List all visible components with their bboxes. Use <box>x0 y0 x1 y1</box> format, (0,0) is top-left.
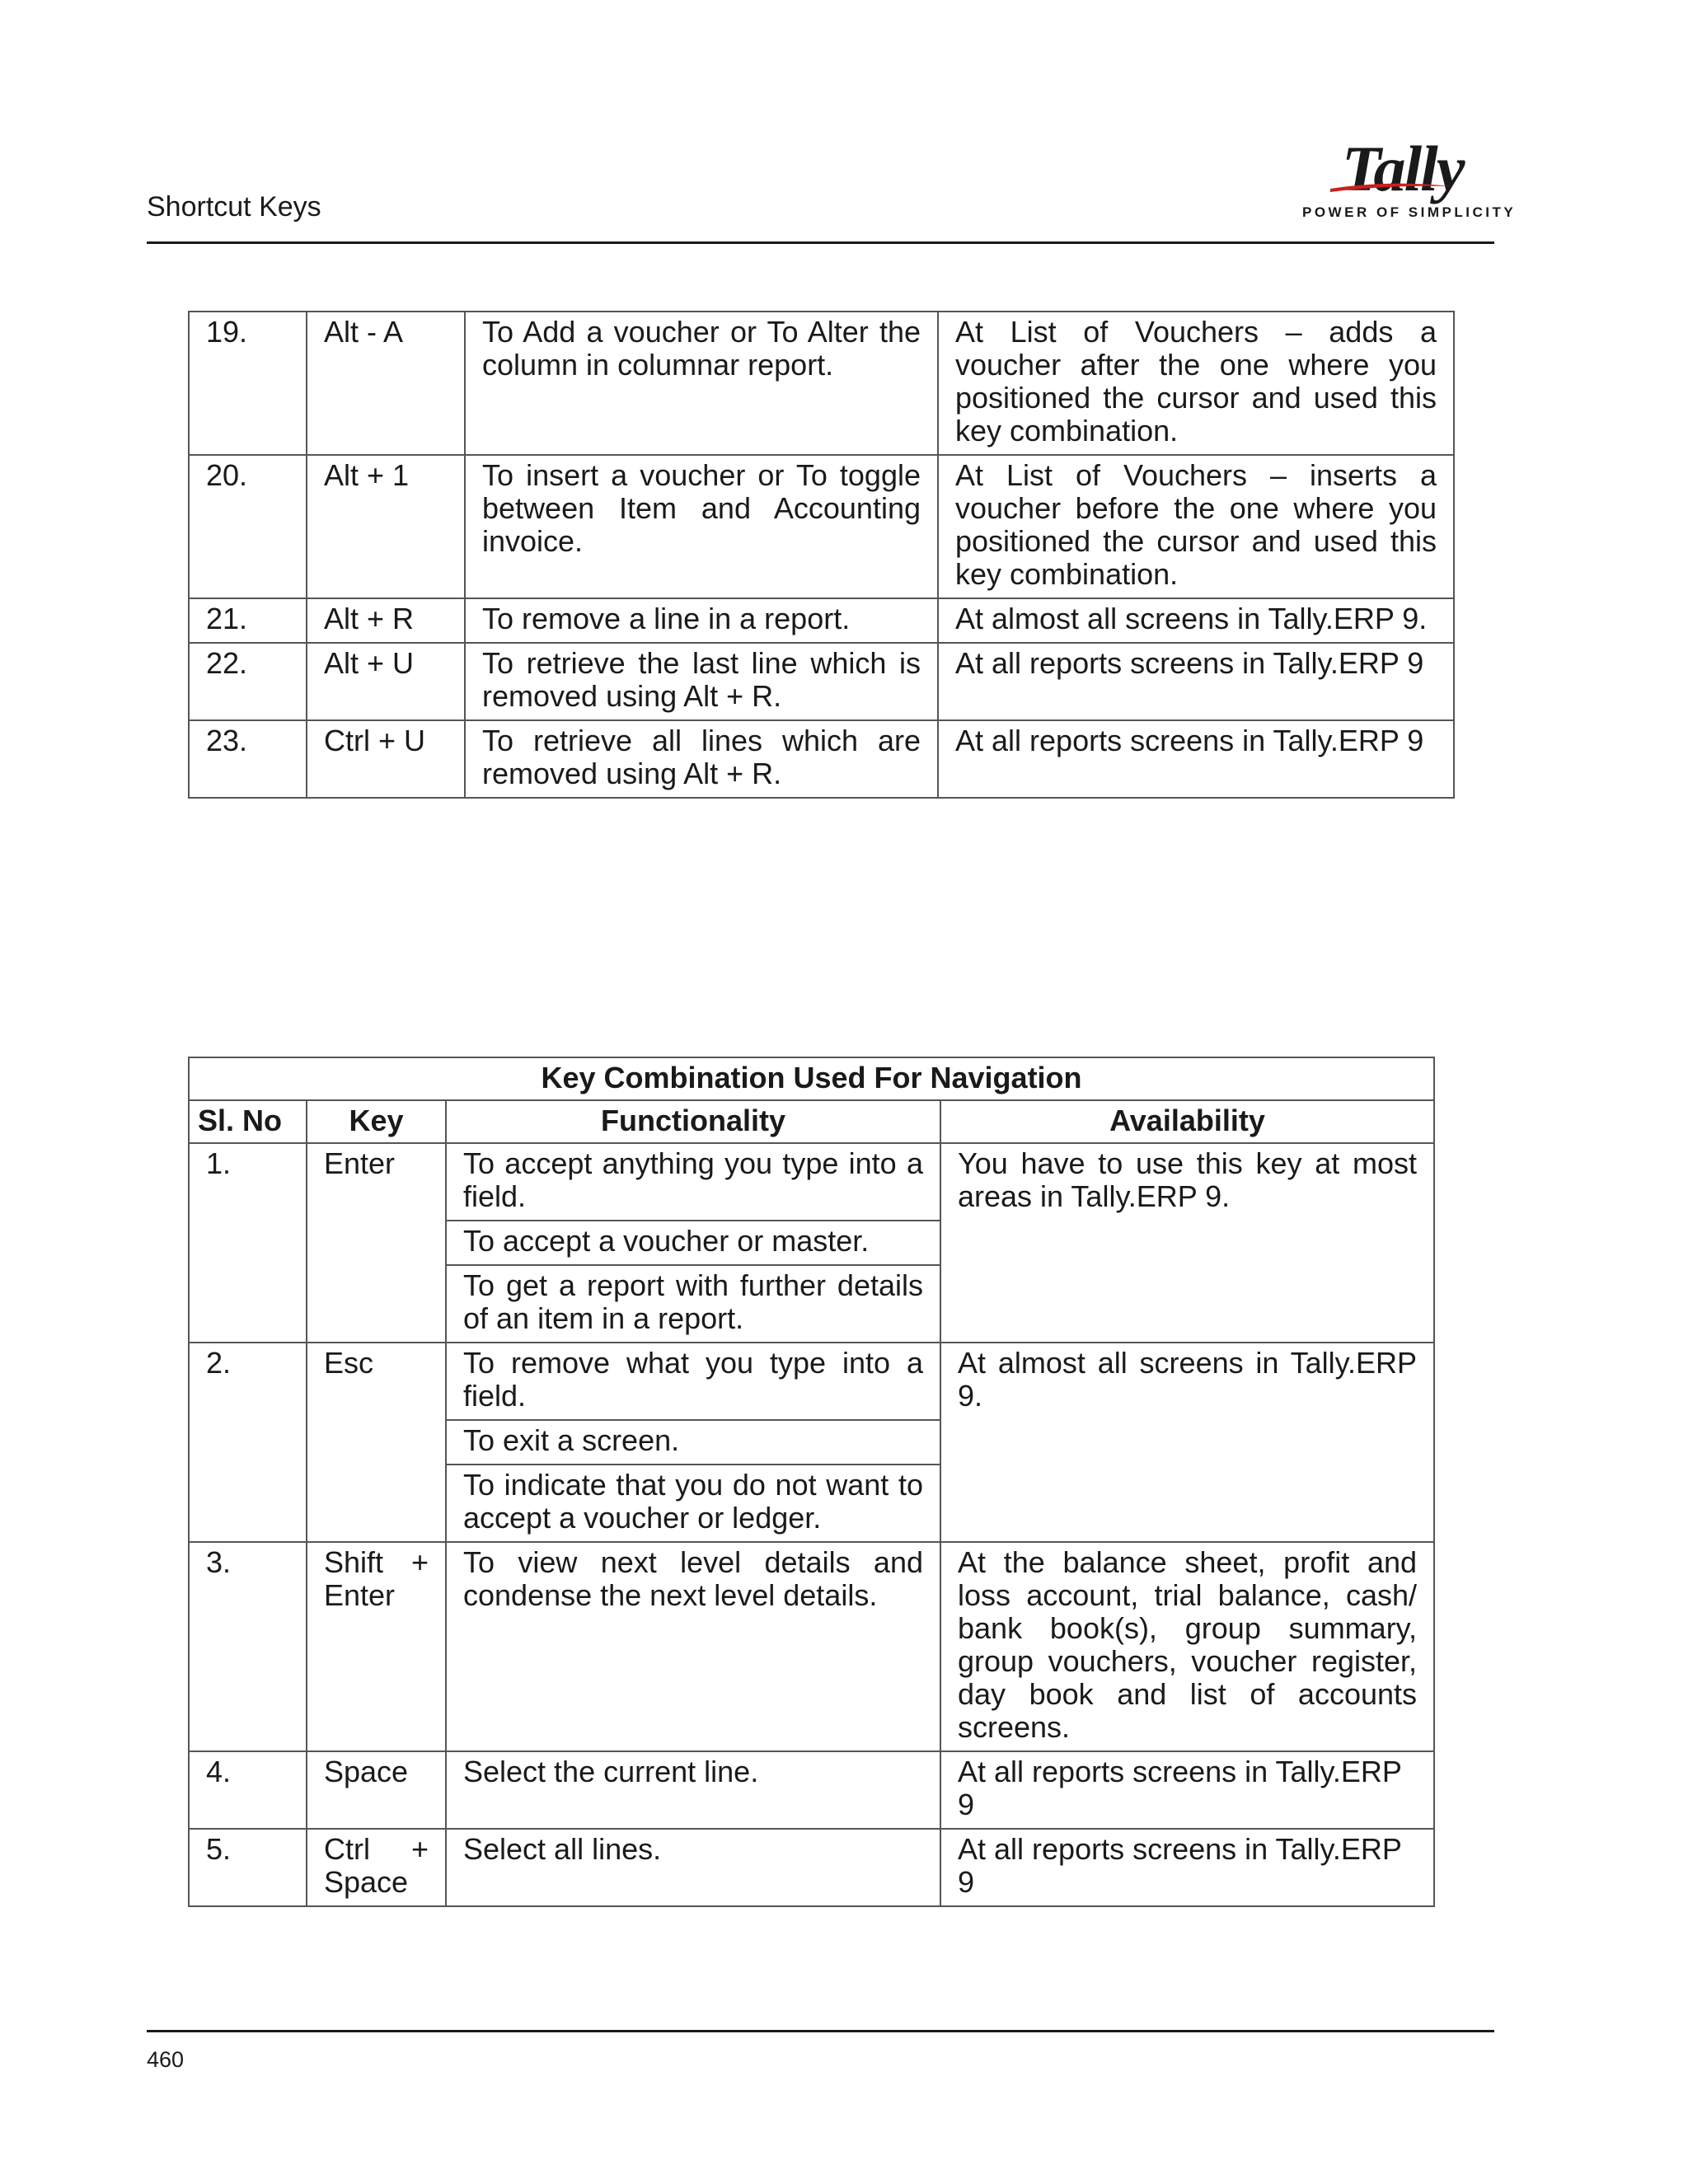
column-header-sl-no: Sl. No <box>189 1100 307 1143</box>
table-row <box>189 1829 1434 1906</box>
availability-cell: At all reports screens in Tally.ERP 9 <box>940 1751 1434 1829</box>
functionality-cell <box>446 1143 940 1343</box>
availability-cell: At almost all screens in Tally.ERP 9. <box>938 598 1454 643</box>
table-row <box>189 720 1454 798</box>
functionality-item: To accept a voucher or master. <box>447 1221 940 1266</box>
availability-cell: At all reports screens in Tally.ERP 9 <box>938 720 1454 798</box>
header-rule <box>147 241 1494 244</box>
tally-logo <box>1294 132 1517 223</box>
functionality-cell <box>446 1343 940 1542</box>
functionality-item: To remove what you type into a field. <box>447 1343 940 1421</box>
logo-wordmark: Tally <box>1342 133 1464 204</box>
functionality-item: To indicate that you do not want to accept a voucher or ledger. <box>463 1468 923 1535</box>
sl-cell: 1. <box>189 1143 307 1343</box>
table-row <box>189 455 1454 598</box>
key-cell: Ctrl + Space <box>307 1829 446 1906</box>
functionality-item: To exit a screen. <box>447 1421 940 1465</box>
sl-cell: 20. <box>189 455 307 598</box>
logo-tagline: POWER OF SIMPLICITY <box>1302 204 1517 220</box>
availability-cell: At almost all screens in Tally.ERP 9. <box>940 1343 1434 1542</box>
navigation-key-table <box>188 1057 1435 1907</box>
sl-cell: 21. <box>189 598 307 643</box>
table-row <box>189 1542 1434 1751</box>
functionality-item: To get a report with further details of an item in a report. <box>463 1268 923 1335</box>
availability-cell: You have to use this key at most areas in Tally.ERP 9. <box>940 1143 1434 1343</box>
key-cell: Alt + 1 <box>307 455 465 598</box>
table-row <box>189 598 1454 643</box>
key-cell: Space <box>307 1751 446 1829</box>
table-row <box>189 1751 1434 1829</box>
functionality-item: To accept anything you type into a field. <box>447 1144 940 1221</box>
sl-cell: 4. <box>189 1751 307 1829</box>
functionality-cell: To view next level details and condense the next level details. <box>446 1542 940 1751</box>
functionality-cell: Select the current line. <box>446 1751 940 1829</box>
table-row <box>189 1143 1434 1343</box>
key-cell: Alt + R <box>307 598 465 643</box>
functionality-cell: To retrieve the last line which is removed using Alt + R. <box>465 643 938 720</box>
key-cell: Alt + U <box>307 643 465 720</box>
availability-cell: At all reports screens in Tally.ERP 9 <box>940 1829 1434 1906</box>
key-cell: Enter <box>307 1143 446 1343</box>
section-title: Shortcut Keys <box>147 191 321 223</box>
sl-cell: 5. <box>189 1829 307 1906</box>
sl-cell: 3. <box>189 1542 307 1751</box>
availability-cell: At the balance sheet, profit and loss account, trial balance, cash/ bank book(s), group summary, group vouchers, voucher register, day book and list of accounts screens. <box>940 1542 1434 1751</box>
sl-cell: 2. <box>189 1343 307 1542</box>
functionality-cell: Select all lines. <box>446 1829 940 1906</box>
availability-cell: At List of Vouchers – adds a voucher after the one where you positioned the cursor and used this key combination. <box>938 312 1454 455</box>
table-title: Key Combination Used For Navigation <box>189 1057 1434 1100</box>
table-row <box>189 643 1454 720</box>
column-header-availability: Availability <box>940 1100 1434 1143</box>
functionality-cell: To retrieve all lines which are removed using Alt + R. <box>465 720 938 798</box>
sl-cell: 19. <box>189 312 307 455</box>
footer-rule <box>147 2030 1494 2032</box>
key-cell: Alt - A <box>307 312 465 455</box>
key-cell: Esc <box>307 1343 446 1542</box>
key-cell: Shift + Enter <box>307 1542 446 1751</box>
functionality-cell: To remove a line in a report. <box>465 598 938 643</box>
shortcut-table-continued <box>188 311 1455 799</box>
functionality-cell: To Add a voucher or To Alter the column in columnar report. <box>465 312 938 455</box>
column-header-functionality: Functionality <box>446 1100 940 1143</box>
table-row <box>189 312 1454 455</box>
logo-swoosh-icon <box>1329 181 1452 193</box>
page-number: 460 <box>147 2047 185 2072</box>
availability-cell: At all reports screens in Tally.ERP 9 <box>938 643 1454 720</box>
sl-cell: 22. <box>189 643 307 720</box>
functionality-cell: To insert a voucher or To toggle between Item and Accounting invoice. <box>465 455 938 598</box>
table-row <box>189 1343 1434 1542</box>
column-header-key: Key <box>307 1100 446 1143</box>
sl-cell: 23. <box>189 720 307 798</box>
key-cell: Ctrl + U <box>307 720 465 798</box>
availability-cell: At List of Vouchers – inserts a voucher before the one where you positioned the cursor and used this key combination. <box>938 455 1454 598</box>
